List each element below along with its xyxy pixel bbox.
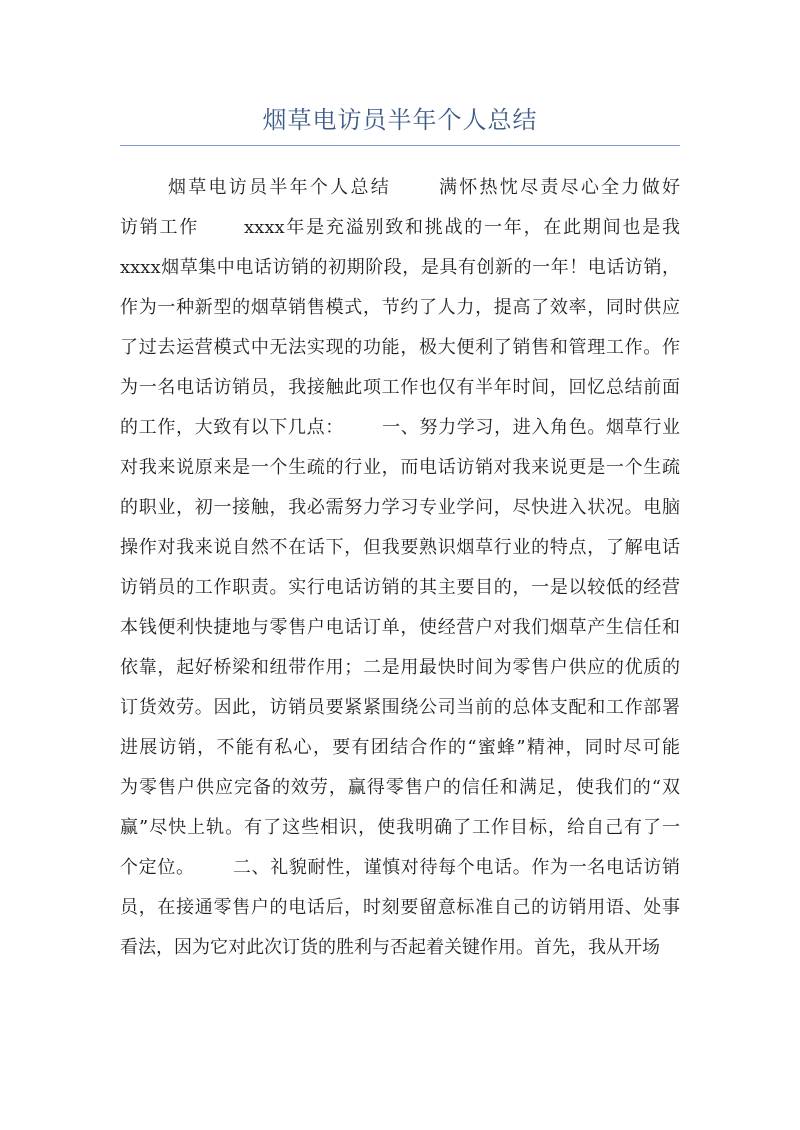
- body-line: 进展访销，不能有私心，要有团结合作的“蜜蜂”精神，同时尽可能: [120, 737, 680, 758]
- body-line: 依靠，起好桥梁和纽带作用；二是用最快时间为零售户供应的优质的: [120, 657, 680, 678]
- body-line: 烟草电访员半年个人总结 满怀热忱尽责尽心全力做好: [120, 177, 680, 198]
- document-title: 烟草电访员半年个人总结: [262, 106, 538, 134]
- body-line: 的职业，初一接触，我必需努力学习专业学问，尽快进入状况。电脑: [120, 497, 680, 518]
- body-line: 订货效劳。因此，访销员要紧紧围绕公司当前的总体支配和工作部署: [120, 697, 680, 718]
- body-line: 个定位。 二、礼貌耐性，谨慎对待每个电话。作为一名电话访销: [120, 857, 680, 878]
- body-line: 员，在接通零售户的电话后，时刻要留意标准自己的访销用语、处事: [120, 897, 680, 918]
- body-line: 赢”尽快上轨。有了这些相识，使我明确了工作目标，给自己有了一: [120, 817, 680, 838]
- title-divider: [120, 145, 680, 146]
- body-line: 为零售户供应完备的效劳，赢得零售户的信任和满足，使我们的“双: [120, 777, 680, 798]
- body-line: 访销工作 xxxx年是充溢别致和挑战的一年，在此期间也是我: [120, 217, 680, 238]
- body-line: 作为一种新型的烟草销售模式，节约了人力，提高了效率，同时供应: [120, 297, 680, 318]
- body-line: 为一名电话访销员，我接触此项工作也仅有半年时间，回忆总结前面: [120, 377, 680, 398]
- body-line: 对我来说原来是一个生疏的行业，而电话访销对我来说更是一个生疏: [120, 457, 680, 478]
- body-line: 本钱便利快捷地与零售户电话订单，使经营户对我们烟草产生信任和: [120, 617, 680, 638]
- body-line: 看法，因为它对此次订货的胜利与否起着关键作用。首先，我从开场: [120, 937, 660, 958]
- body-line: 访销员的工作职责。实行电话访销的其主要目的，一是以较低的经营: [120, 577, 680, 598]
- body-line: 操作对我来说自然不在话下，但我要熟识烟草行业的特点，了解电话: [120, 537, 680, 558]
- body-line: 了过去运营模式中无法实现的功能，极大便利了销售和管理工作。作: [120, 337, 680, 358]
- body-line: xxxx烟草集中电话访销的初期阶段，是具有创新的一年！电话访销，: [120, 257, 680, 278]
- document-body: [120, 168, 680, 968]
- body-line: 的工作，大致有以下几点： 一、努力学习，进入角色。烟草行业: [120, 417, 680, 438]
